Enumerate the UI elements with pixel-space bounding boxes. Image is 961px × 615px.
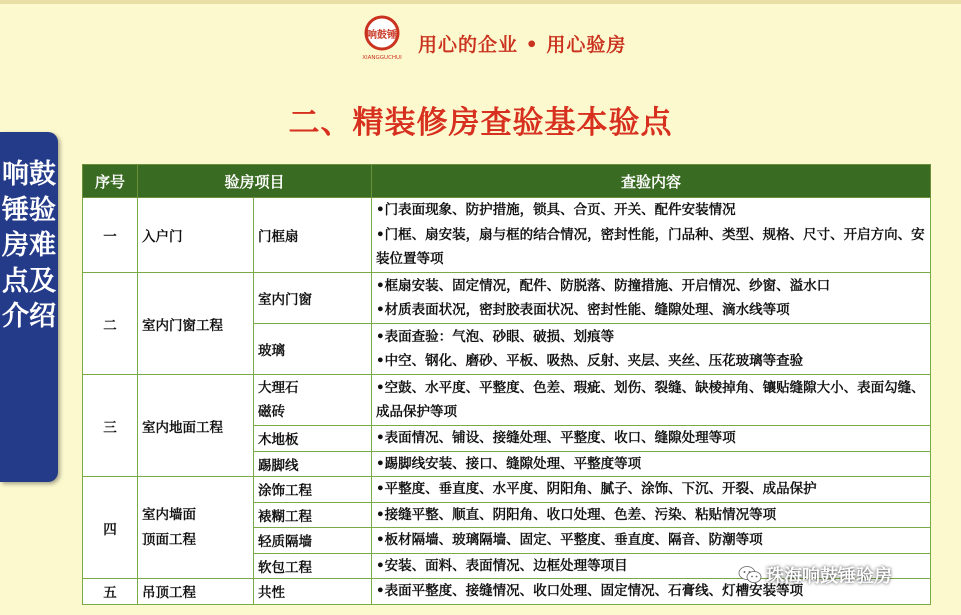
row-item: 裱糊工程	[254, 502, 372, 528]
row-number: 四	[83, 477, 138, 579]
company-logo	[355, 13, 409, 61]
content-line: •空鼓、水平度、平整度、色差、瑕疵、划伤、裂缝、缺棱掉角、镶贴缝隙大小、表面勾缝、成品保护等项	[376, 379, 925, 420]
bullet-icon: •	[376, 277, 385, 294]
table-row	[83, 375, 931, 426]
content-line: •材质表面状况，密封胶表面状况、密封性能、缝隙处理、滴水线等项	[376, 302, 790, 318]
bullet-icon: •	[376, 302, 385, 318]
header-number: 序号	[83, 165, 138, 198]
row-content	[372, 477, 931, 503]
row-item: 涂饰工程	[254, 477, 372, 503]
row-item: 共性	[254, 579, 372, 605]
header-content: 查验内容	[372, 165, 931, 198]
table-header-row	[83, 165, 931, 198]
row-content	[372, 273, 931, 324]
table-row	[83, 273, 931, 324]
row-item: 软包工程	[254, 553, 372, 579]
bullet-icon: •	[376, 506, 385, 523]
table-row	[83, 477, 931, 503]
content-line: •框扇安装、固定情况，配件、防脱落、防撞措施、开启情况、纱窗、溢水口	[376, 277, 831, 294]
wechat-icon	[738, 565, 762, 585]
logo-text: 响鼓锤	[367, 30, 397, 41]
content-line: •门框、扇安装，扇与框的结合情况，密封性能，门品种、类型、规格、尺寸、开启方向、安装位置等项	[376, 226, 925, 268]
content-line: •平整度、垂直度、水平度、阴阳角、腻子、涂饰、下沉、开裂、成品保护	[376, 481, 817, 497]
row-number: 三	[83, 375, 138, 477]
content-line: •表面情况、铺设、接缝处理、平整度、收口、缝隙处理等项	[376, 430, 736, 446]
top-border	[0, 0, 961, 4]
row-category: 室内地面工程	[138, 375, 254, 477]
inspection-table	[82, 164, 931, 605]
bullet-icon: •	[376, 481, 385, 497]
content-line: •表面查验：气泡、砂眼、破损、划痕等	[376, 328, 615, 345]
row-content	[372, 528, 931, 554]
sidebar-banner	[0, 132, 58, 482]
watermark	[738, 562, 892, 588]
row-content	[372, 324, 931, 375]
bullet-icon: •	[376, 583, 385, 599]
company-slogan: 用心的企业 • 用心验房	[418, 34, 627, 56]
row-item: 大理石 磁砖	[254, 375, 372, 426]
bullet-icon: •	[376, 328, 385, 345]
page-title: 二、精装修房查验基本验点	[288, 105, 673, 141]
bullet-icon: •	[376, 455, 385, 472]
row-content	[372, 426, 931, 452]
content-line: •中空、钢化、磨砂、平板、吸热、反射、夹层、夹丝、压花玻璃等查验	[376, 353, 804, 369]
row-item: 门框扇	[254, 198, 372, 273]
content-line: •安装、面料、表面情况、边框处理等项目	[376, 557, 628, 574]
row-category: 入户门	[138, 198, 254, 273]
row-number: 二	[83, 273, 138, 375]
table-row	[83, 198, 931, 273]
bullet-icon: •	[376, 532, 385, 548]
content-line: •踢脚线安装、接口、缝隙处理、平整度等项	[376, 455, 642, 472]
row-category: 吊顶工程	[138, 579, 254, 605]
bullet-icon: •	[376, 379, 385, 396]
row-number: 五	[83, 579, 138, 605]
content-line: •板材隔墙、玻璃隔墙、固定、平整度、垂直度、隔音、防潮等项	[376, 532, 763, 548]
row-content	[372, 198, 931, 273]
content-line: •门表面现象、防护措施，锁具、合页、开关、配件安装情况	[376, 202, 736, 219]
bullet-icon: •	[376, 353, 385, 369]
row-item: 玻璃	[254, 324, 372, 375]
row-item: 踢脚线	[254, 451, 372, 477]
bullet-icon: •	[376, 557, 385, 574]
header-item: 验房项目	[138, 165, 372, 198]
row-number: 一	[83, 198, 138, 273]
row-item: 轻质隔墙	[254, 528, 372, 554]
content-line: •接缝平整、顺直、阴阳角、收口处理、色差、污染、粘贴情况等项	[376, 506, 777, 523]
bullet-icon: •	[376, 430, 385, 446]
watermark-text: 珠海响鼓锤验房	[766, 566, 892, 587]
row-item: 室内门窗	[254, 273, 372, 324]
bullet-icon: •	[376, 226, 385, 243]
row-category: 室内门窗工程	[138, 273, 254, 375]
row-item: 木地板	[254, 426, 372, 452]
row-content	[372, 375, 931, 426]
row-content	[372, 502, 931, 528]
sidebar-title: 响鼓锤验房难点及介绍	[2, 159, 56, 332]
content-line: •表面平整度、接缝情况、收口处理、固定情况、石膏线、灯槽安装等项	[376, 583, 804, 599]
row-category: 室内墙面 顶面工程	[138, 477, 254, 579]
row-content	[372, 451, 931, 477]
logo-caption: XIANGGUCHUI	[362, 55, 402, 61]
bullet-icon: •	[376, 202, 385, 219]
